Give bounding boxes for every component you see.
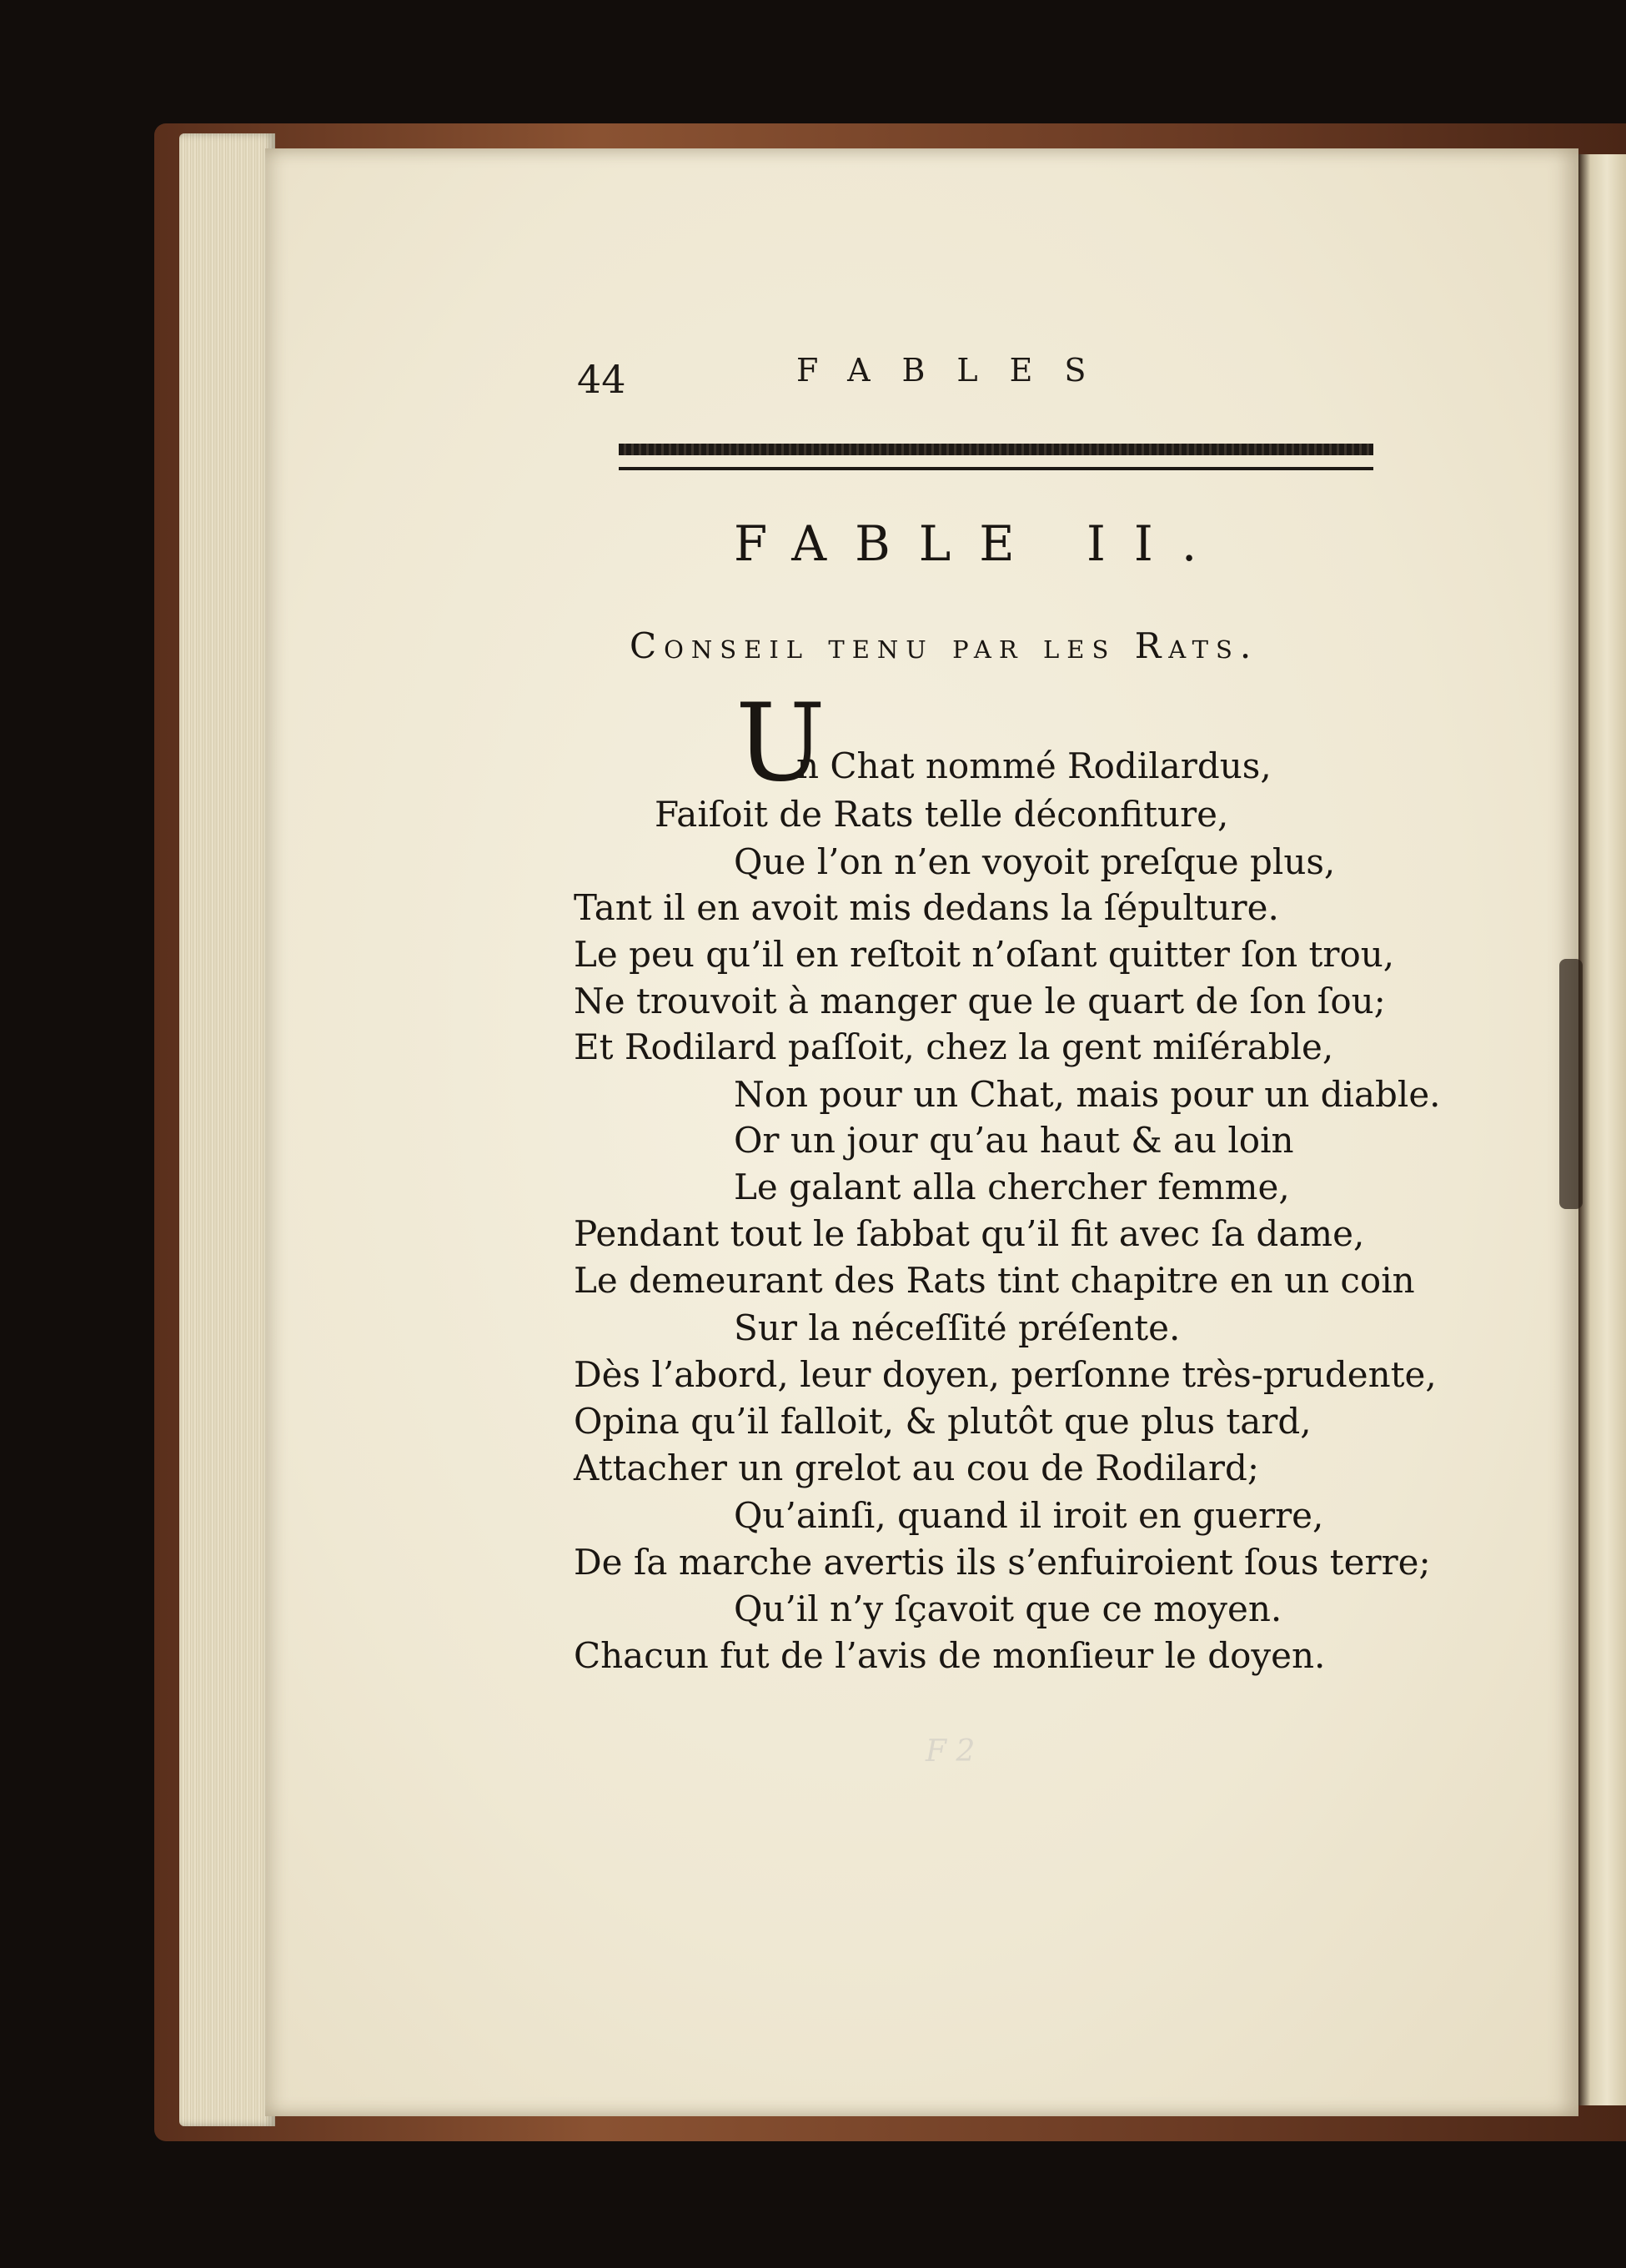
page-edges — [179, 133, 275, 2126]
thin-rule — [619, 467, 1373, 470]
ornamental-rule — [619, 444, 1373, 455]
verse-line: Et Rodilard paſſoit, chez la gent miſérable, — [574, 1026, 1334, 1067]
verse-line: Or un jour qu’au haut & au loin — [734, 1120, 1294, 1161]
verse-line: De ſa marche avertis ils s’enfuiroient ſous terre; — [574, 1542, 1431, 1583]
verse-line: Non pour un Chat, mais pour un diable. — [734, 1074, 1441, 1115]
verse-line: Qu’il n’y ſçavoit que ce moyen. — [734, 1588, 1282, 1629]
verse-line: Faiſoit de Rats telle déconfiture, — [655, 794, 1229, 835]
show-through-signature: F 2 — [926, 1734, 976, 1769]
fable-title: FABLE II. — [734, 515, 1226, 572]
running-title: FABLES — [796, 352, 1118, 389]
verse-line: Le peu qu’il en reſtoit n’oſant quitter ſon trou, — [574, 934, 1395, 975]
page-number: 44 — [577, 357, 626, 402]
verse-line: Tant il en avoit mis dedans la ſépulture. — [574, 887, 1279, 928]
verse-line: Qu’ainſi, quand il iroit en guerre, — [734, 1495, 1324, 1536]
fable-subtitle: Conseil tenu par les Rats. — [630, 625, 1259, 666]
verse-line: Pendant tout le ſabbat qu’il fit avec ſa dame, — [574, 1213, 1365, 1254]
verse-line: Opina qu’il falloit, & plutôt que plus tard, — [574, 1401, 1312, 1442]
verse-line: Le galant alla chercher femme, — [734, 1167, 1290, 1207]
verse-line: Sur la néceſſité préſente. — [734, 1307, 1181, 1348]
facing-page-edge — [1578, 154, 1626, 2105]
verse-line: Dès l’abord, leur doyen, perſonne très-prudente, — [574, 1354, 1437, 1395]
torn-gutter — [1559, 959, 1583, 1209]
verse-line: Attacher un grelot au cou de Rodilard; — [574, 1448, 1260, 1488]
drop-cap: U — [735, 681, 826, 805]
verse-line: n Chat nommé Rodilardus, — [796, 745, 1272, 786]
verse-line: Le demeurant des Rats tint chapitre en un coin — [574, 1260, 1415, 1301]
verse-line: Que l’on n’en voyoit preſque plus, — [734, 841, 1336, 882]
verse-line: Chacun fut de l’avis de monſieur le doyen. — [574, 1635, 1326, 1676]
verse-line: Ne trouvoit à manger que le quart de ſon ſou; — [574, 981, 1386, 1021]
